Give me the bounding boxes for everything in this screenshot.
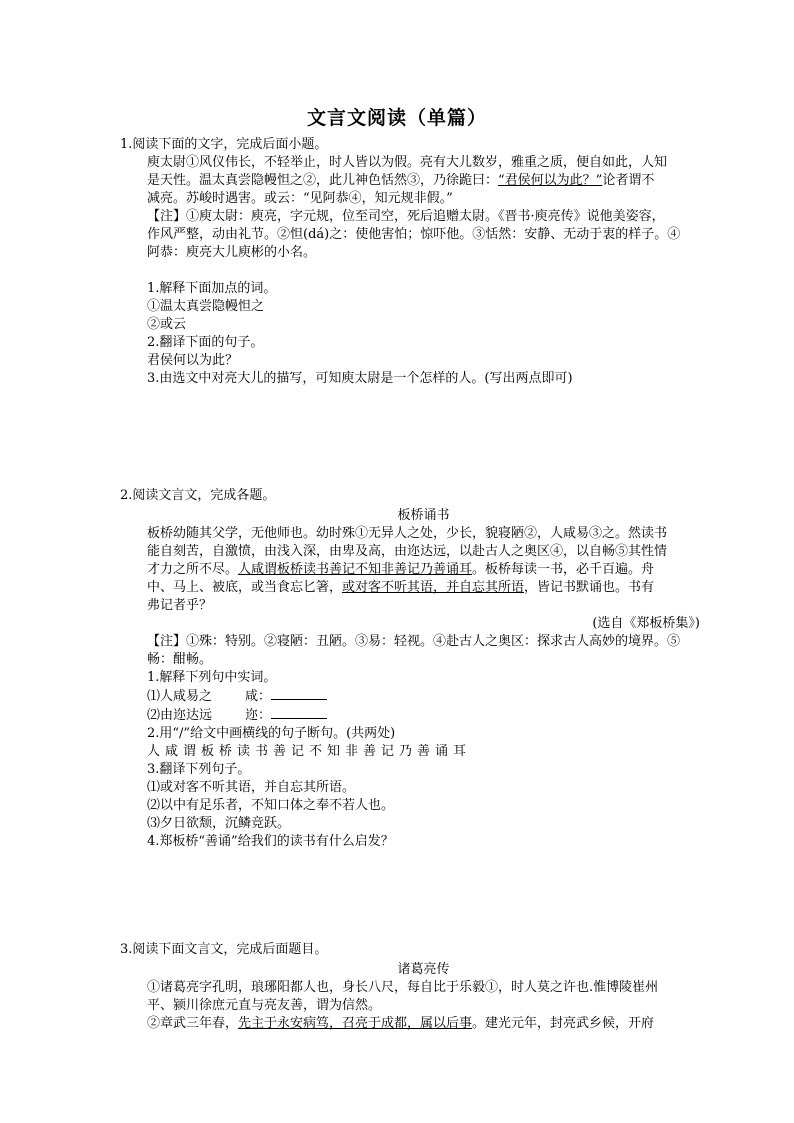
passage-line: 板桥幼随其父学，无他师也。幼时殊①无异人之处，少长，貌寝陋②，人咸易③之。然读书 — [147, 526, 668, 541]
passage-line: 中、马上、被底，或当食忘匕箸，或对客不听其语，并自忘其所语，皆记书默诵也。书有 — [147, 580, 655, 595]
sub-question: ①温太真尝隐幔怛之 — [147, 299, 265, 314]
sub-question: ⑴人咸易之 咸： — [147, 687, 700, 706]
passage-line: 庾太尉①风仪伟长，不轻举止，时人皆以为假。亮有大儿数岁，雅重之质，便自如此，人知 — [147, 155, 668, 170]
sub-question: 4.郑板桥“善诵”给我们的读书有什么启发？ — [147, 834, 394, 849]
sub-question: ⑵由迩达远 迩： — [147, 706, 700, 725]
passage-line: ②章武三年春，先主于永安病笃，召亮于成都，属以后事。建光元年，封亮武乡候，开府 — [147, 1016, 655, 1031]
sub-question: ⑴或对客不听其语，并自忘其所语。 — [147, 780, 356, 795]
question-3 — [120, 941, 700, 1033]
passage-line: ①诸葛亮字孔明，琅琊阳都人也，身长八尺，每自比于乐毅①，时人莫之许也.惟博陵崔州 — [147, 980, 659, 995]
question-heading: 3.阅读下面文言文，完成后面题目。 — [120, 942, 328, 957]
passage — [120, 154, 700, 388]
question-heading: 2.阅读文言文，完成各题。 — [120, 488, 276, 503]
sub-question: ⑵以中有足乐者，不知口体之奉不若人也。 — [147, 798, 395, 813]
notes-line: 【注】①庾太尉：庾亮，字元规，位至司空，死后追赠太尉。《晋书·庾亮传》说他美姿容， — [147, 209, 665, 224]
source-citation: (选自《郑板桥集》) — [592, 616, 700, 631]
sentence-to-punctuate: 人咸谓板桥读书善记不知非善记乃善诵耳 — [147, 744, 472, 759]
sub-question: 3.由选文中对亮大儿的描写，可知庾太尉是一个怎样的人。(写出两点即可) — [147, 371, 573, 386]
passage — [120, 979, 700, 1033]
notes-line: 畅：酣畅。 — [147, 652, 213, 667]
sub-question: 3.翻译下列句子。 — [147, 762, 251, 777]
passage-line: 能自刻苦，自激愤，由浅入深，由卑及高，由迩达远，以赴古人之奥区④，以自畅⑤其性情 — [147, 544, 668, 559]
sub-question: 2.用“/”给文中画横线的句子断句。(共两处) — [147, 726, 396, 741]
passage-line: 平、颍川徐庶元直与亮友善，谓为信然。 — [147, 998, 382, 1013]
answer-blank[interactable] — [271, 706, 327, 719]
notes-line: 阿恭：庾亮大儿庾彬的小名。 — [147, 245, 317, 260]
notes-line: 【注】①殊：特别。②寝陋：丑陋。③易：轻视。④赴古人之奥区：探求古人高妙的境界。⑤ — [147, 634, 681, 649]
passage-title: 诸葛亮传 — [397, 962, 450, 977]
underlined-sentence: 或对客不听其语，并自忘其所语 — [342, 580, 525, 595]
question-heading: 1.阅读下面的文字，完成后面小题。 — [120, 137, 328, 152]
sub-question: ⑶夕日欲颓，沉鳞竞跃。 — [147, 816, 291, 831]
sub-question: 君侯何以为此？ — [147, 353, 239, 368]
underlined-sentence: 人咸谓板桥读书善记不知非善记乃善诵耳 — [238, 562, 473, 577]
answer-blank[interactable] — [271, 687, 327, 700]
underlined-quote: “君侯何以为此？” — [498, 173, 603, 188]
sub-question: 2.翻译下面的句子。 — [147, 335, 264, 350]
sub-question: 1.解释下列句中实词。 — [147, 670, 277, 685]
question-1 — [120, 136, 700, 388]
sub-question: ②或云 — [147, 317, 187, 332]
page-title: 文言文阅读（单篇） — [306, 107, 487, 129]
passage-title: 板桥诵书 — [397, 508, 450, 523]
sub-question: 1.解释下面加点的词。 — [147, 281, 277, 296]
passage-line: 减亮。苏峻时遇害。或云：“见阿恭④，知元规非假。” — [147, 191, 453, 206]
passage-line: 才力之所不尽。人咸谓板桥读书善记不知非善记乃善诵耳。板桥每读一书，必千百遍。舟 — [147, 562, 655, 577]
question-2 — [120, 487, 700, 851]
underlined-sentence: 先主于永安病笃，召亮于成都，属以后事 — [238, 1016, 473, 1031]
passage-line: 弗记者乎？ — [147, 598, 213, 613]
notes-line: 作风严整，动由礼节。②怛(dá)之：使他害怕；惊吓他。③恬然：安静、无动于衷的样子。④ — [147, 227, 681, 242]
passage-line: 是天性。温太真尝隐幔怛之②，此儿神色恬然③，乃徐跪曰：“君侯何以为此？”论者谓不 — [147, 173, 655, 188]
passage — [120, 525, 700, 851]
